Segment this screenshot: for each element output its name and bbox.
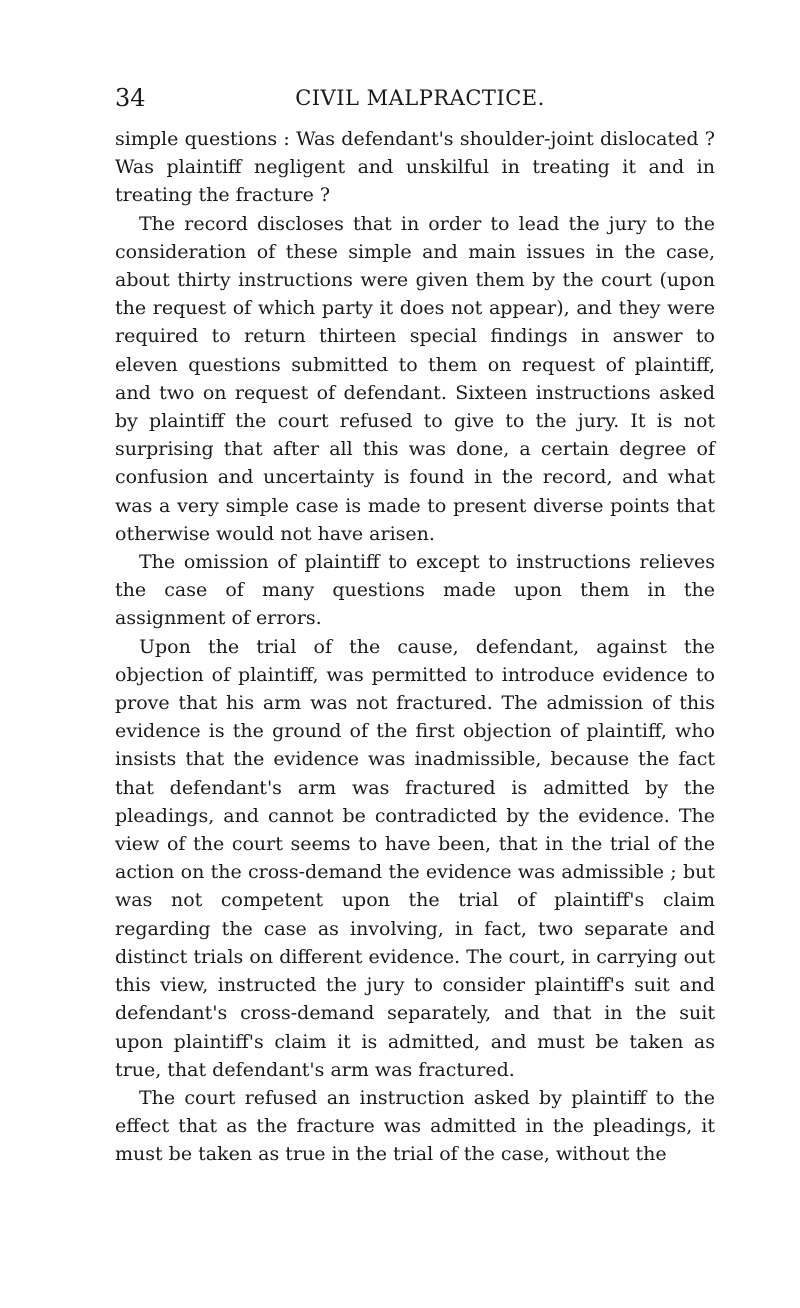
paragraph: The record discloses that in order to lead the jury to the consideration of these simple and main issues in the case, about thirty instructions were given them by the court (upon the request of which party it does not appear), and they were required to return thirteen special findings in answer to eleven questions submitted to them on request of plaintiff, and two on request of defendant. Sixteen instructions asked by plaintiff the court refused to give to the jury. It is not surprising that after all this was done, a certain degree of confusion and uncertainty is found in the record, and what was a very simple case is made to present diverse points that otherwise would not have arisen.: [115, 212, 715, 545]
running-title: CIVIL MALPRACTICE.: [295, 86, 545, 110]
page-number: 34: [115, 84, 146, 112]
running-head: [0, 83, 800, 113]
paragraph: Upon the trial of the cause, defendant, against the objection of plaintiff, was permitted to introduce evidence to prove that his arm was not fractured. The admission of this evidence is the ground of the first objection of plaintiff, who insists that the evidence was inadmissible, because the fact that defendant's arm was fractured is admitted by the pleadings, and cannot be contradicted by the evidence. The view of the court seems to have been, that in the trial of the action on the cross-demand the evidence was admissible ; but was not competent upon the trial of plaintiff's claim regarding the case as involving, in fact, two separate and distinct trials on different evidence. The court, in carrying out this view, instructed the jury to consider plaintiff's suit and defendant's cross-demand separately, and that in the suit upon plaintiff's claim it is admitted, and must be taken as true, that defendant's arm was fractured.: [115, 635, 715, 1081]
paragraph: The court refused an instruction asked by plaintiff to the effect that as the fracture was admitted in the pleadings, it must be taken as true in the trial of the case, without the: [115, 1086, 715, 1166]
paragraph: The omission of plaintiff to except to instructions relieves the case of many questions made upon them in the assignment of errors.: [115, 551, 715, 630]
body-text: [115, 125, 715, 1169]
paragraph-continuation: simple questions : Was defendant's shoulder-joint dislocated ? Was plaintiff negligent and unskilful in treating it and in treating the fracture ?: [115, 128, 715, 207]
